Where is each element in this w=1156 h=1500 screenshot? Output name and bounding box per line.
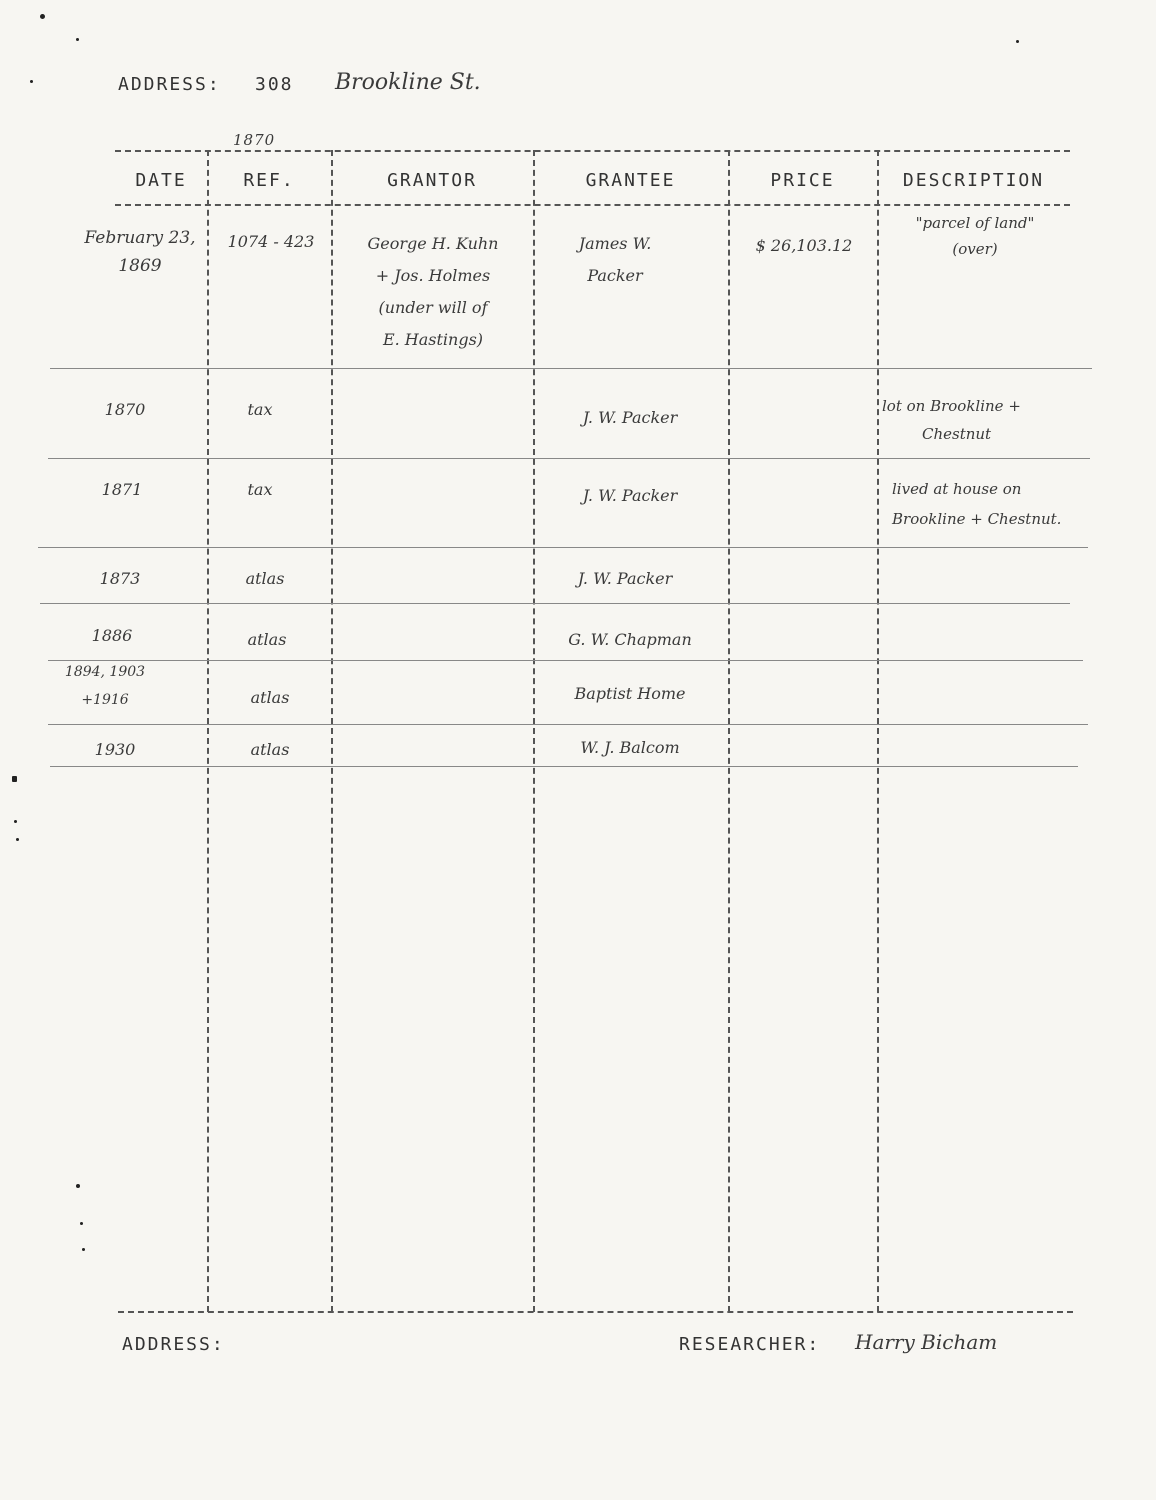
address-number: 308 — [255, 74, 294, 95]
cell-date: 1930 — [94, 740, 136, 759]
table-top-rule — [115, 150, 1070, 152]
cell-description: lived at house on Brookline + Chestnut. — [892, 480, 1062, 528]
scan-speck — [30, 80, 33, 83]
scan-speck — [14, 820, 17, 823]
column-header-ref: REF. — [243, 170, 295, 191]
cell-ref: atlas — [247, 630, 287, 649]
column-divider — [877, 150, 879, 1312]
cell-ref: atlas — [250, 688, 290, 707]
cell-date: 1870 — [104, 400, 146, 419]
scan-speck — [76, 38, 79, 41]
cell-grantee: J. W. Packer — [582, 408, 678, 427]
cell-description: lot on Brookline + Chestnut — [882, 397, 1021, 443]
cell-date: 1873 — [99, 569, 141, 588]
footer-researcher-label: RESEARCHER: — [679, 1334, 821, 1355]
address-street: Brookline St. — [335, 70, 481, 95]
column-divider — [533, 150, 535, 1312]
cell-grantor: George H. Kuhn + Jos. Holmes (under will of E. Hastings) — [367, 234, 499, 349]
cell-date: 1894, 1903 +1916 — [64, 664, 146, 708]
cell-grantee: Baptist Home — [574, 684, 686, 703]
researcher-signature: Harry Bicham — [855, 1330, 998, 1354]
header-bottom-rule — [115, 204, 1070, 206]
scan-speck — [76, 1184, 80, 1188]
column-header-grantee: GRANTEE — [585, 170, 676, 191]
cell-ref: 1074 - 423 — [227, 232, 315, 251]
scan-speck — [1016, 40, 1019, 43]
cell-price: $ 26,103.12 — [755, 236, 853, 255]
cell-grantee: J. W. Packer — [582, 486, 678, 505]
cell-ref: atlas — [250, 740, 290, 759]
row-rule — [50, 766, 1078, 767]
scan-speck — [82, 1248, 85, 1251]
row-rule — [48, 458, 1090, 459]
row-rule — [50, 368, 1092, 369]
cell-ref: tax — [247, 480, 273, 499]
cell-date: 1871 — [101, 480, 143, 499]
cell-description: "parcel of land" (over) — [915, 214, 1035, 258]
footer-address-label: ADDRESS: — [122, 1334, 225, 1355]
scan-speck — [40, 14, 45, 19]
row-rule — [40, 603, 1070, 604]
cell-ref: tax — [247, 400, 273, 419]
column-header-grantor: GRANTOR — [387, 170, 477, 191]
cell-grantee: W. J. Balcom — [580, 738, 680, 757]
cell-grantee: James W. Packer — [578, 234, 652, 285]
year-note: 1870 — [233, 131, 276, 149]
column-header-price: PRICE — [770, 170, 835, 191]
column-divider — [207, 150, 209, 1312]
cell-grantee: G. W. Chapman — [568, 630, 692, 649]
cell-ref: atlas — [245, 569, 285, 588]
column-header-date: DATE — [135, 170, 187, 191]
row-rule — [48, 724, 1088, 725]
scan-speck — [16, 838, 19, 841]
scan-speck — [80, 1222, 83, 1225]
address-label: ADDRESS: — [118, 74, 221, 95]
cell-date: 1886 — [91, 626, 133, 645]
column-divider — [728, 150, 730, 1312]
table-bottom-rule — [118, 1311, 1073, 1313]
scan-speck — [12, 776, 17, 782]
column-divider — [331, 150, 333, 1312]
row-rule — [38, 547, 1088, 548]
row-rule — [48, 660, 1083, 661]
cell-grantee: J. W. Packer — [577, 569, 673, 588]
column-header-description: DESCRIPTION — [902, 170, 1045, 191]
cell-date: February 23, 1869 — [84, 228, 196, 276]
